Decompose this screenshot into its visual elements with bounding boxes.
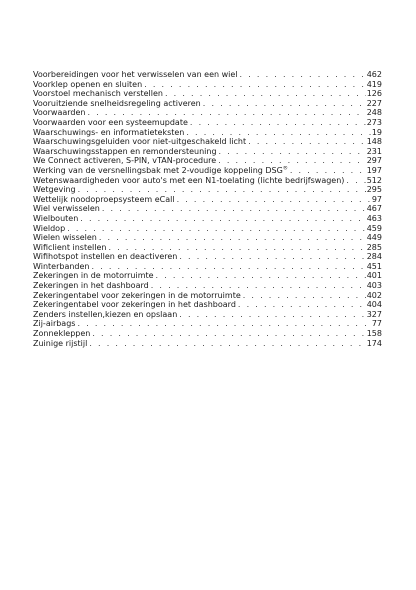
entry-title <box>33 252 179 262</box>
dot-leader <box>77 319 370 329</box>
dot-leader <box>179 252 365 262</box>
entry-title-text: Zekeringen in de motorruimte <box>33 271 154 281</box>
index-entry <box>33 252 382 262</box>
entry-title-text: Wetgeving <box>33 185 76 195</box>
index-entry <box>33 281 382 291</box>
entry-title-text: Voorstoel mechanisch verstellen <box>33 89 163 99</box>
entry-title-text: Wettelijk noodoproepsysteem eCall <box>33 194 175 204</box>
page-number: 404 <box>366 300 382 310</box>
dot-leader <box>78 185 366 195</box>
dot-leader <box>203 99 366 109</box>
entry-title-text: Waarschuwingsgeluiden voor niet-uitgeschakeld licht <box>33 137 247 147</box>
entry-title <box>33 70 240 80</box>
entry-title <box>33 224 67 234</box>
dot-leader <box>290 166 366 176</box>
entry-title <box>33 339 89 349</box>
entry-title-text: Werking van de versnellingsbak met 2-voudige koppeling DSG <box>33 165 283 175</box>
page-number: 449 <box>366 233 382 243</box>
index-entry <box>33 118 382 128</box>
dot-leader <box>88 108 366 118</box>
page-number: 297 <box>366 156 382 166</box>
index-entry <box>33 176 382 186</box>
page-number: 463 <box>366 213 382 223</box>
entry-title <box>33 281 151 291</box>
page-number: 148 <box>366 137 382 147</box>
page-number: 402 <box>366 290 382 300</box>
entry-title <box>33 329 92 339</box>
entry-title-text: Voorklep openen en sluiten <box>33 79 143 89</box>
entry-title-text: Waarschuwingsstappen en remondersteuning <box>33 146 217 156</box>
registered-mark: ® <box>282 165 288 172</box>
index-entry <box>33 214 382 224</box>
dot-leader <box>92 329 365 339</box>
entry-title-text: Zij-airbags <box>33 319 76 329</box>
entry-title-text: Wificlient instellen <box>33 242 107 252</box>
dot-leader <box>144 80 366 90</box>
entry-title-text: Voorwaarden <box>33 108 86 118</box>
dot-leader <box>219 147 366 157</box>
entry-title <box>33 204 102 214</box>
index-list <box>33 70 382 348</box>
entry-title-text: Vooruitziende snelheidsregeling activeren <box>33 98 201 108</box>
index-entry <box>33 319 382 329</box>
index-entry <box>33 89 382 99</box>
page-number: 419 <box>366 79 382 89</box>
entry-title-text: Wielbouten <box>33 213 79 223</box>
entry-title <box>33 243 108 253</box>
dot-leader <box>179 310 365 320</box>
entry-title <box>33 300 238 310</box>
dot-leader <box>186 128 370 138</box>
dot-leader <box>190 118 366 128</box>
entry-title <box>33 310 179 320</box>
page-number: 126 <box>366 89 382 99</box>
dot-leader <box>240 70 366 80</box>
entry-title <box>33 176 346 186</box>
page-number: 284 <box>366 252 382 262</box>
entry-title <box>33 233 99 243</box>
entry-title <box>33 319 77 329</box>
page-number: 248 <box>366 108 382 118</box>
entry-title <box>33 271 156 281</box>
entry-title-text: We Connect activeren, S-PIN, vTAN-procedure <box>33 156 217 166</box>
index-entry <box>33 233 382 243</box>
index-entry <box>33 70 382 80</box>
entry-title-text: Zuinige rijstijl <box>33 338 88 348</box>
dot-leader <box>165 89 366 99</box>
entry-title <box>33 99 203 109</box>
index-entry <box>33 166 382 176</box>
dot-leader <box>156 271 366 281</box>
page-number: 19 <box>371 127 382 137</box>
page-number: 467 <box>366 204 382 214</box>
index-entry <box>33 156 382 166</box>
index-entry <box>33 291 382 301</box>
entry-title <box>33 214 80 224</box>
entry-title <box>33 108 88 118</box>
entry-title <box>33 291 243 301</box>
entry-title <box>33 128 186 138</box>
page-number: 77 <box>371 319 382 329</box>
index-entry <box>33 80 382 90</box>
page-number: 459 <box>366 223 382 233</box>
entry-title-text: Wifihotspot instellen en deactiveren <box>33 252 178 262</box>
page-number: 273 <box>366 117 382 127</box>
index-entry <box>33 271 382 281</box>
dot-leader <box>243 291 366 301</box>
page-number: 285 <box>366 242 382 252</box>
page-number: 451 <box>366 261 382 271</box>
page-number: 327 <box>366 309 382 319</box>
page-number: 197 <box>366 165 382 175</box>
dot-leader <box>346 176 365 186</box>
index-entry <box>33 310 382 320</box>
index-entry <box>33 108 382 118</box>
index-entry <box>33 147 382 157</box>
page-number: 227 <box>366 98 382 108</box>
dot-leader <box>151 281 366 291</box>
entry-title-text: Zekeringentabel voor zekeringen in het dashboard <box>33 300 236 310</box>
page-number: 512 <box>366 175 382 185</box>
dot-leader <box>238 300 366 310</box>
entry-title-text: Wieldop <box>33 223 66 233</box>
dot-leader <box>89 339 365 349</box>
page-number: 403 <box>366 281 382 291</box>
entry-title <box>33 156 218 166</box>
index-entry <box>33 99 382 109</box>
index-entry <box>33 185 382 195</box>
page-number: 295 <box>366 185 382 195</box>
entry-title-text: Voorwaarden voor een systeemupdate <box>33 117 188 127</box>
page-number: 97 <box>371 194 382 204</box>
dot-leader <box>67 224 366 234</box>
index-entry <box>33 339 382 349</box>
index-entry <box>33 329 382 339</box>
dot-leader <box>80 214 365 224</box>
index-entry <box>33 128 382 138</box>
index-entry <box>33 243 382 253</box>
dot-leader <box>108 243 365 253</box>
index-entry <box>33 204 382 214</box>
page-number: 401 <box>366 271 382 281</box>
entry-title-text: Voorbereidingen voor het verwisselen van een wiel <box>33 70 238 79</box>
index-entry <box>33 195 382 205</box>
dot-leader <box>248 137 366 147</box>
entry-title <box>33 147 219 157</box>
entry-title-text: Waarschuwings- en informatieteksten <box>33 127 185 137</box>
dot-leader <box>102 204 366 214</box>
entry-title <box>33 166 290 176</box>
entry-title-text: Wiel verwisselen <box>33 204 100 214</box>
entry-title-text: Zekeringen in het dashboard <box>33 281 149 291</box>
index-entry <box>33 224 382 234</box>
page-number: 231 <box>366 146 382 156</box>
entry-title-text: Wetenswaardigheden voor auto's met een N1-toelating (lichte bedrijfswagen) <box>33 175 345 185</box>
page-number: 462 <box>366 70 382 79</box>
index-entry <box>33 137 382 147</box>
dot-leader <box>92 262 366 272</box>
entry-title-text: Wielen wisselen <box>33 233 97 243</box>
page-number: 174 <box>366 338 382 348</box>
entry-title-text: Zekeringentabel voor zekeringen in de motorruimte <box>33 290 241 300</box>
entry-title-text: Zenders instellen,kiezen en opslaan <box>33 309 178 319</box>
entry-title <box>33 195 177 205</box>
page-number: 158 <box>366 329 382 339</box>
entry-title-text: Winterbanden <box>33 261 90 271</box>
index-entry <box>33 262 382 272</box>
entry-title <box>33 185 78 195</box>
entry-title <box>33 262 92 272</box>
dot-leader <box>218 156 366 166</box>
entry-title <box>33 118 190 128</box>
entry-title <box>33 89 165 99</box>
dot-leader <box>99 233 366 243</box>
entry-title <box>33 80 144 90</box>
dot-leader <box>177 195 371 205</box>
entry-title-text: Zonnekleppen <box>33 329 91 339</box>
index-entry <box>33 300 382 310</box>
entry-title <box>33 137 248 147</box>
